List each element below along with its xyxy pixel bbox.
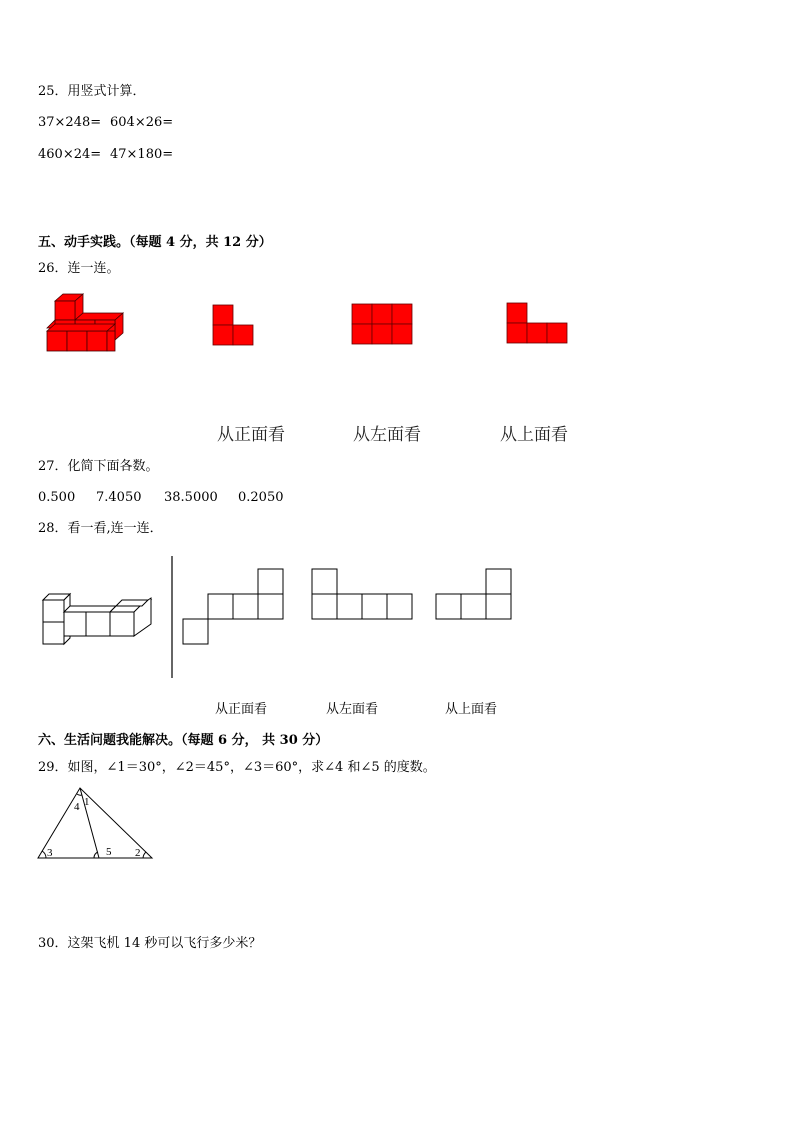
divider-line	[170, 556, 174, 681]
red-block-3d-figure	[45, 293, 125, 353]
view-label-front: 从正面看	[217, 425, 285, 445]
calc-item: 604×26=	[110, 115, 174, 130]
q26-title: 26．连一连。	[38, 261, 120, 276]
number-item: 0.500	[38, 490, 76, 505]
calc-item: 47×180=	[110, 147, 174, 162]
section6-heading: 六、生活问题我能解决。（每题 6 分， 共 30 分）	[38, 733, 329, 748]
angle-label-5: 5	[106, 846, 112, 858]
view-label-top: 从上面看	[500, 425, 568, 445]
number-item: 38.5000	[164, 490, 218, 505]
q27-title: 27．化简下面各数。	[38, 459, 159, 474]
grid-view-shape-b	[312, 569, 414, 622]
view-label-left: 从左面看	[353, 425, 421, 445]
angle-label-1: 1	[84, 796, 90, 808]
angle-label-4: 4	[74, 801, 80, 813]
cube-3d-figure	[40, 592, 155, 647]
q29-title: 29．如图，∠1＝30°，∠2＝45°，∠3＝60°，求∠4 和∠5 的度数。	[38, 760, 436, 775]
section5-heading: 五、动手实践。（每题 4 分，共 12 分）	[38, 235, 272, 250]
red-view-shape-c	[507, 303, 569, 345]
angle-label-3: 3	[47, 847, 53, 859]
view-label-left: 从左面看	[326, 702, 379, 717]
calc-item: 460×24=	[38, 147, 102, 162]
view-label-top: 从上面看	[445, 702, 498, 717]
red-view-shape-a	[213, 305, 255, 347]
number-item: 0.2050	[238, 490, 284, 505]
red-view-shape-b	[352, 304, 414, 346]
q28-title: 28．看一看,连一连．	[38, 521, 163, 536]
q25-title: 25．用竖式计算．	[38, 84, 146, 99]
calc-item: 37×248=	[38, 115, 102, 130]
grid-view-shape-c	[436, 569, 514, 622]
grid-view-shape-a	[183, 569, 285, 647]
q30-title: 30．这架飞机 14 秒可以飞行多少米？	[38, 936, 262, 951]
number-item: 7.4050	[96, 490, 142, 505]
triangle-figure	[37, 787, 157, 862]
angle-label-2: 2	[135, 847, 141, 859]
view-label-front: 从正面看	[215, 702, 268, 717]
